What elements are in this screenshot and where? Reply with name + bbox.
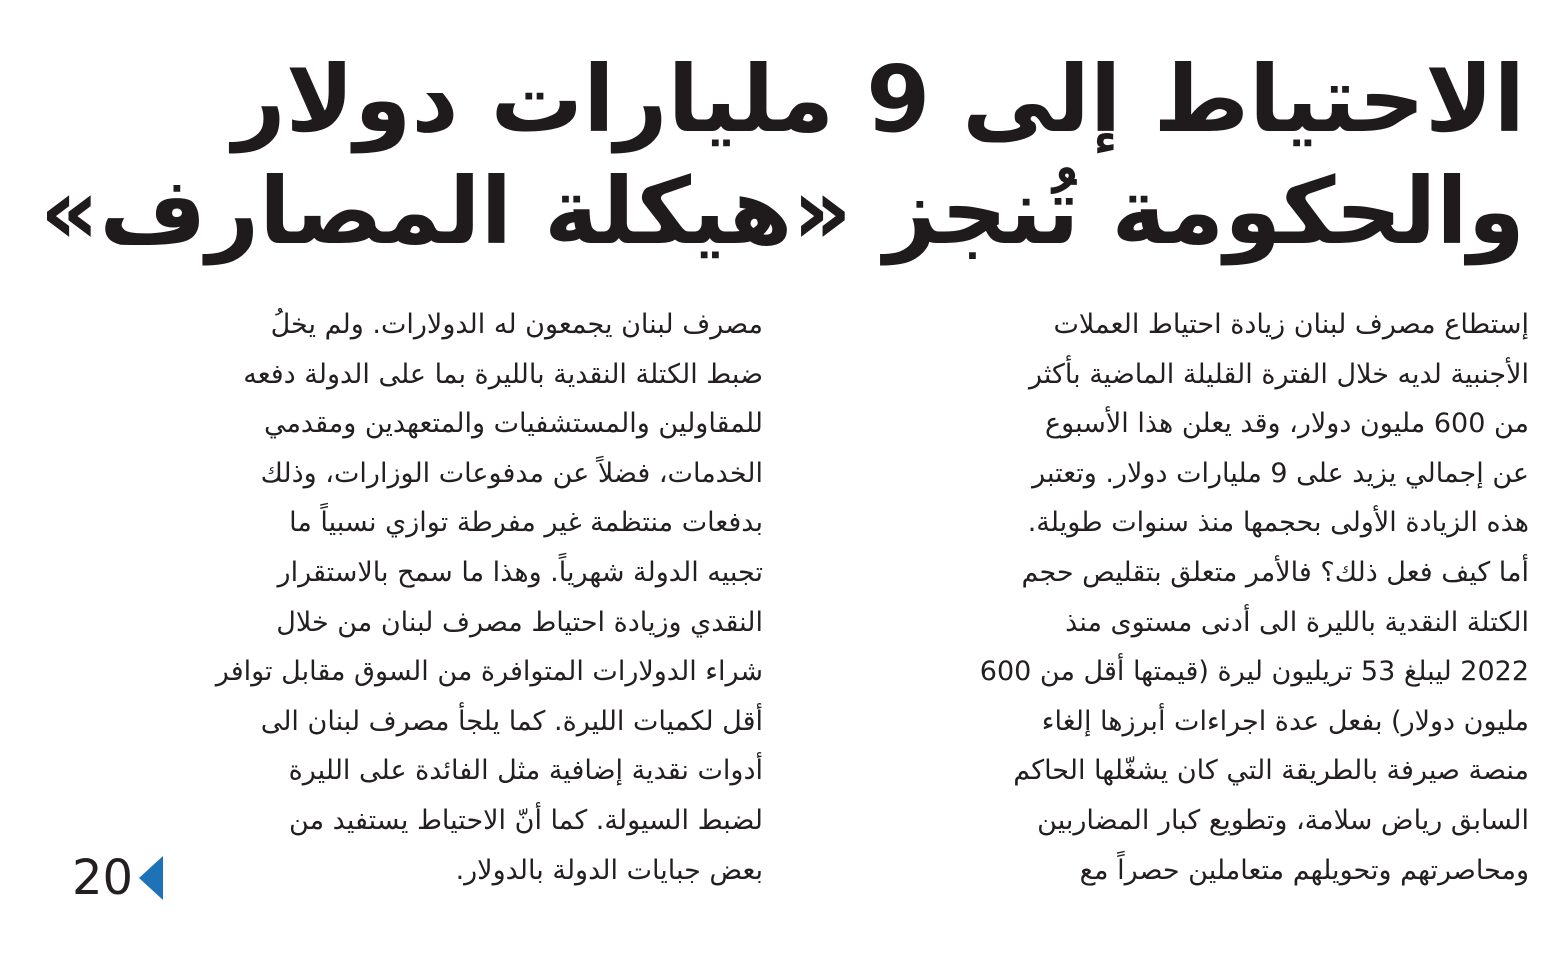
- body-line: الأجنبية لديه خلال الفترة القليلة الماضية بأكثر: [1028, 358, 1529, 390]
- body-line: أدوات نقدية إضافية مثل الفائدة على الليرة: [288, 755, 763, 787]
- body-line: الكتلة النقدية بالليرة الى أدنى مستوى منذ: [1065, 606, 1529, 638]
- body-line: أقل لكميات الليرة. كما يلجأ مصرف لبنان الى: [260, 705, 763, 737]
- page-marker: [72, 848, 163, 908]
- body-line: السابق رياض سلامة، وتطويع كبار المضاربين: [1037, 804, 1529, 836]
- body-line: تجبيه الدولة شهرياً. وهذا ما سمح بالاستقرار: [277, 556, 763, 588]
- body-line: مصرف لبنان يجمعون له الدولارات. ولم يخلُ: [270, 309, 763, 340]
- body-line: للمقاولين والمستشفيات والمتعهدين ومقدمي: [263, 408, 763, 440]
- body-line: ومحاصرتهم وتحويلهم متعاملين حصراً مع: [1079, 854, 1529, 886]
- body-line: الخدمات، فضلاً عن مدفوعات الوزارات، وذلك: [260, 457, 763, 489]
- article-column-left: [63, 300, 763, 895]
- headline: [39, 44, 1525, 268]
- body-line: بعض جبايات الدولة بالدولار.: [455, 854, 763, 886]
- article-column-right: [829, 300, 1529, 895]
- body-line: عن إجمالي يزيد على 9 مليارات دولار. وتعتبر: [1032, 457, 1529, 489]
- body-line: لضبط السيولة. كما أنّ الاحتياط يستفيد من: [289, 804, 763, 836]
- body-line: النقدي وزيادة احتياط مصرف لبنان من خلال: [276, 606, 763, 638]
- body-line: منصة صيرفة بالطريقة التي كان يشغّلها الحاكم: [1013, 755, 1529, 787]
- body-line: إستطاع مصرف لبنان زيادة احتياط العملات: [1053, 309, 1529, 340]
- page-number: 20: [72, 850, 134, 906]
- triangle-left-icon: [139, 856, 163, 900]
- headline-line-1: الاحتياط إلى 9 مليارات دولار: [232, 46, 1525, 153]
- headline-line-2: والحكومة تُنجز «هيكلة المصارف»: [39, 158, 1525, 265]
- body-line: ضبط الكتلة النقدية بالليرة بما على الدولة دفعه: [243, 358, 763, 390]
- body-line: 2022 ليبلغ 53 تريليون ليرة (قيمتها أقل من 600: [979, 656, 1529, 688]
- body-line: بدفعات منتظمة غير مفرطة توازي نسبياً ما: [289, 507, 763, 539]
- body-line: مليون دولار) بفعل عدة اجراءات أبرزها إلغاء: [1041, 705, 1529, 737]
- body-line: أما كيف فعل ذلك؟ فالأمر متعلق بتقليص حجم: [1021, 556, 1529, 588]
- body-line: من 600 مليون دولار، وقد يعلن هذا الأسبوع: [1045, 408, 1529, 440]
- body-line: هذه الزيادة الأولى بحجمها منذ سنوات طويلة.: [1027, 507, 1529, 539]
- body-line: شراء الدولارات المتوافرة من السوق مقابل توافر: [215, 656, 763, 688]
